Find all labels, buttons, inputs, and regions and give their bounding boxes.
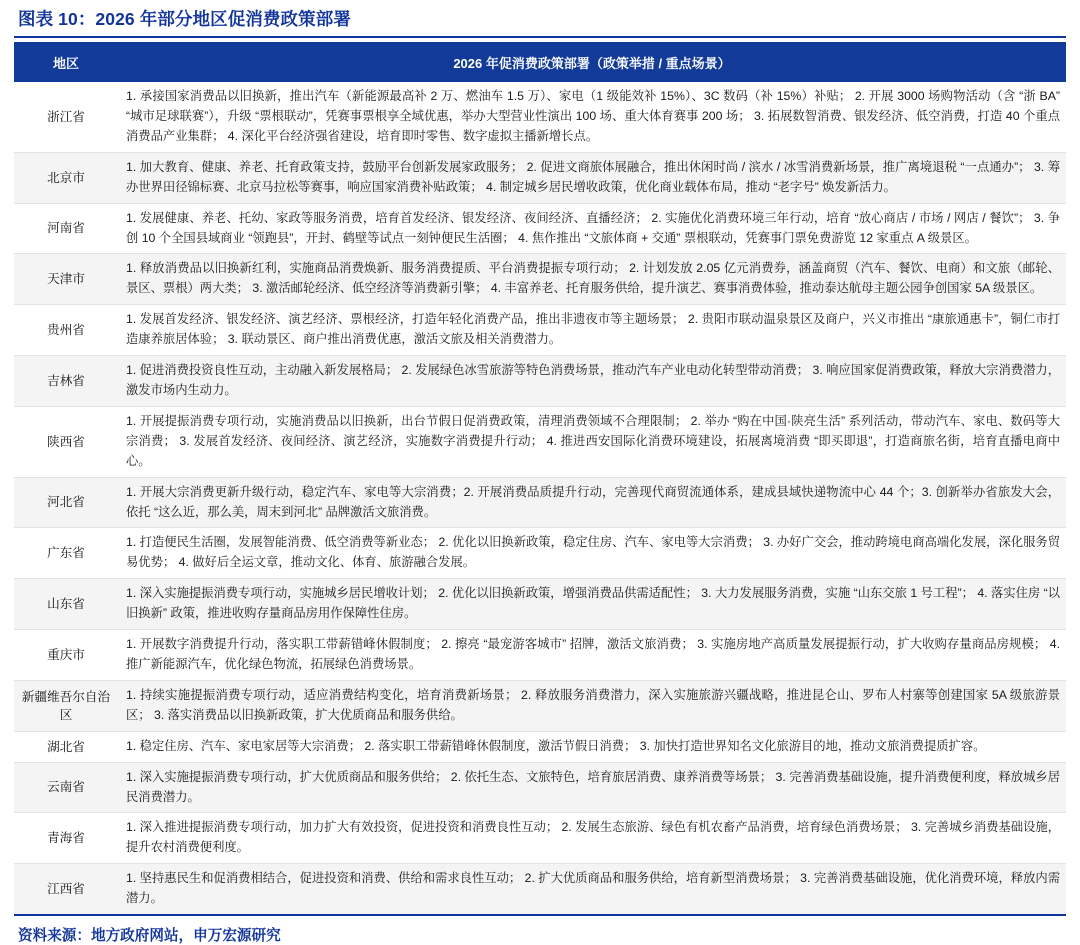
- table-row: [14, 477, 1066, 528]
- table-row: [14, 152, 1066, 203]
- cell-policy: 1. 促进消费投资良性互动，主动融入新发展格局； 2. 发展绿色冰雪旅游等特色消费场景，推动汽车产业电动化转型带动消费； 3. 响应国家促消费政策，释放大宗消费潜力，激发市场内生动力。: [126, 363, 1060, 397]
- column-header-policy: 2026 年促消费政策部署（政策举措 / 重点场景）: [118, 42, 1066, 82]
- cell-region: 河北省: [47, 495, 85, 510]
- cell-region: 北京市: [47, 170, 85, 185]
- column-header-region: 地区: [14, 42, 118, 82]
- source-label: 资料来源：地方政府网站，申万宏源研究: [18, 928, 281, 945]
- table-row: [14, 762, 1066, 813]
- cell-region: 云南省: [47, 780, 85, 795]
- cell-policy: 1. 发展首发经济、银发经济、演艺经济、票根经济，打造年轻化消费产品，推出非遗夜市等主题场景； 2. 贵阳市联动温泉景区及商户，兴义市推出 “康旅通惠卡”，铜仁市打造康养旅居体验； 3. 联动景区、商户推出消费优惠，激活文旅及相关消费潜力。: [126, 312, 1060, 347]
- page-title: 图表 10：2026 年部分地区促消费政策部署: [18, 9, 351, 29]
- cell-region: 河南省: [47, 221, 85, 236]
- table-row: [14, 203, 1066, 254]
- cell-policy: 1. 深入实施提振消费专项行动，实施城乡居民增收计划； 2. 优化以旧换新政策，增强消费品供需适配性； 3. 大力发展服务消费，实施 “山东交旅 1 号工程”； 4. 落实住房 “以旧换新” 政策，推进收购存量商品房用作保障性住房。: [126, 586, 1060, 621]
- table-row: [14, 864, 1066, 914]
- cell-region: 天津市: [47, 272, 85, 287]
- cell-region: 湖北省: [47, 739, 85, 754]
- cell-region: 青海省: [47, 831, 85, 846]
- cell-region: 山东省: [47, 597, 85, 612]
- cell-policy: 1. 稳定住房、汽车、家电家居等大宗消费； 2. 落实职工带薪错峰休假制度，激活节假日消费； 3. 加快打造世界知名文化旅游目的地，推动文旅消费提质扩容。: [126, 738, 986, 753]
- table-row: [14, 813, 1066, 864]
- table-row: [14, 731, 1066, 762]
- table-header-row: [14, 42, 1066, 82]
- table-row: [14, 630, 1066, 681]
- cell-region: 新疆维吾尔自治区: [21, 689, 111, 722]
- cell-region: 陕西省: [47, 434, 85, 449]
- table-row: [14, 305, 1066, 356]
- cell-policy: 1. 释放消费品以旧换新红利，实施商品消费焕新、服务消费提质、平台消费提振专项行动； 2. 计划发放 2.05 亿元消费券，涵盖商贸（汽车、餐饮、电商）和文旅（邮轮、景区、票根）两大类； 3. 激活邮轮经济、低空经济等消费新引擎； 4. 丰富养老、托育服务供给，提升演艺、赛事消费体验，推动泰达航母主题公园争创国家 5A 级景区。: [126, 261, 1060, 296]
- table-row: [14, 680, 1066, 731]
- cell-policy: 1. 坚持惠民生和促消费相结合，促进投资和消费、供给和需求良性互动； 2. 扩大优质商品和服务供给，培育新型消费场景； 3. 完善消费基础设施，优化消费环境，释放内需潜力。: [126, 871, 1060, 906]
- table-row: [14, 528, 1066, 579]
- cell-region: 吉林省: [47, 373, 85, 388]
- cell-policy: 1. 承接国家消费品以旧换新，推出汽车（新能源最高补 2 万、燃油车 1.5 万）、家电（1 级能效补 15%）、3C 数码（补 15%）补贴； 2. 开展 3000 场购物活动（含 “浙 BA” “城市足球联赛”），升级 “票根联动”，凭赛事票根享全域优惠，举办大型营业性演出 100 场、重大体育赛事 200 场； 3. 拓展数智消费、银发经济、低空消费，打造 40 个重点消费品产业集群； 4. 深化平台经济强省建设，培育即时零售、数字虚拟主播新增长点。: [126, 89, 1060, 143]
- cell-policy: 1. 持续实施提振消费专项行动，适应消费结构变化，培育消费新场景； 2. 释放服务消费潜力，深入实施旅游兴疆战略，推进昆仑山、罗布人村寨等创建国家 5A 级旅游景区； 3. 落实消费品以旧换新政策，扩大优质商品和服务供给。: [126, 687, 1060, 722]
- source-bar: [14, 916, 1066, 945]
- table-body: [14, 82, 1066, 914]
- cell-region: 浙江省: [47, 109, 85, 124]
- figure-title-bar: [14, 0, 1066, 38]
- cell-region: 江西省: [47, 882, 85, 896]
- cell-policy: 1. 发展健康、养老、托幼、家政等服务消费，培育首发经济、银发经济、夜间经济、直播经济； 2. 实施优化消费环境三年行动，培育 “放心商店 / 市场 / 网店 / 餐饮”； 3. 争创 10 个全国县域商业 “领跑县”，开封、鹤壁等试点一刻钟便民生活圈； 4. 焦作推出 “文旅体商 + 交通” 票根联动，凭赛事门票免费游览 12 家重点 A 级景区。: [126, 210, 1060, 245]
- cell-region: 重庆市: [47, 647, 85, 662]
- table-row: [14, 254, 1066, 305]
- cell-region: 广东省: [47, 546, 85, 561]
- cell-policy: 1. 开展数字消费提升行动，落实职工带薪错峰休假制度； 2. 擦亮 “最宠游客城市” 招牌，激活文旅消费； 3. 实施房地产高质量发展提振行动，扩大收购存量商品房规模； 4. 推广新能源汽车，优化绿色物流，拓展绿色消费场景。: [126, 637, 1060, 671]
- cell-policy: 1. 开展提振消费专项行动，实施消费品以旧换新，出台节假日促消费政策，清理消费领域不合理限制； 2. 举办 “购在中国·陕亮生活” 系列活动，带动汽车、家电、数码等大宗消费； 3. 发展首发经济、夜间经济、演艺经济，实施数字消费提升行动； 4. 推进西安国际化消费环境建设，拓展离境消费 “即买即退”，打造商旅名街，培育直播电商中心。: [126, 413, 1060, 468]
- policy-table: [14, 42, 1066, 914]
- cell-policy: 1. 深入实施提振消费专项行动，扩大优质商品和服务供给； 2. 依托生态、文旅特色，培育旅居消费、康养消费等场景； 3. 完善消费基础设施，提升消费便利度，释放城乡居民消费潜力。: [126, 769, 1060, 804]
- table-row: [14, 356, 1066, 407]
- cell-policy: 1. 打造便民生活圈，发展智能消费、低空消费等新业态； 2. 优化以旧换新政策，稳定住房、汽车、家电等大宗消费； 3. 办好广交会，推动跨境电商高端化发展，深化服务贸易优势； 4. 做好后全运文章，推动文化、体育、旅游融合发展。: [126, 535, 1060, 570]
- cell-policy: 1. 深入推进提振消费专项行动，加力扩大有效投资，促进投资和消费良性互动； 2. 发展生态旅游、绿色有机农畜产品消费，培育绿色消费场景； 3. 完善城乡消费基础设施，提升农村消费便利度。: [126, 820, 1060, 855]
- table-row: [14, 579, 1066, 630]
- table-row: [14, 82, 1066, 152]
- cell-policy: 1. 开展大宗消费更新升级行动，稳定汽车、家电等大宗消费；2. 开展消费品质提升行动，完善现代商贸流通体系，建成县域快递物流中心 44 个；3. 创新举办省旅发大会，依托 “这么近，那么美，周末到河北” 品牌激活文旅消费。: [126, 484, 1060, 519]
- cell-region: 贵州省: [47, 323, 85, 338]
- table-header: [14, 42, 1066, 82]
- table-row: [14, 406, 1066, 477]
- cell-policy: 1. 加大教育、健康、养老、托育政策支持，鼓励平台创新发展家政服务； 2. 促进文商旅体展融合，推出休闲时尚 / 滨水 / 冰雪消费新场景，推广离境退税 “一点通办”； 3. 筹办世界田径锦标赛、北京马拉松等赛事，响应国家消费补贴政策； 4. 制定城乡居民增收政策，优化商业载体布局，推动 “老字号” 焕发新活力。: [126, 159, 1060, 194]
